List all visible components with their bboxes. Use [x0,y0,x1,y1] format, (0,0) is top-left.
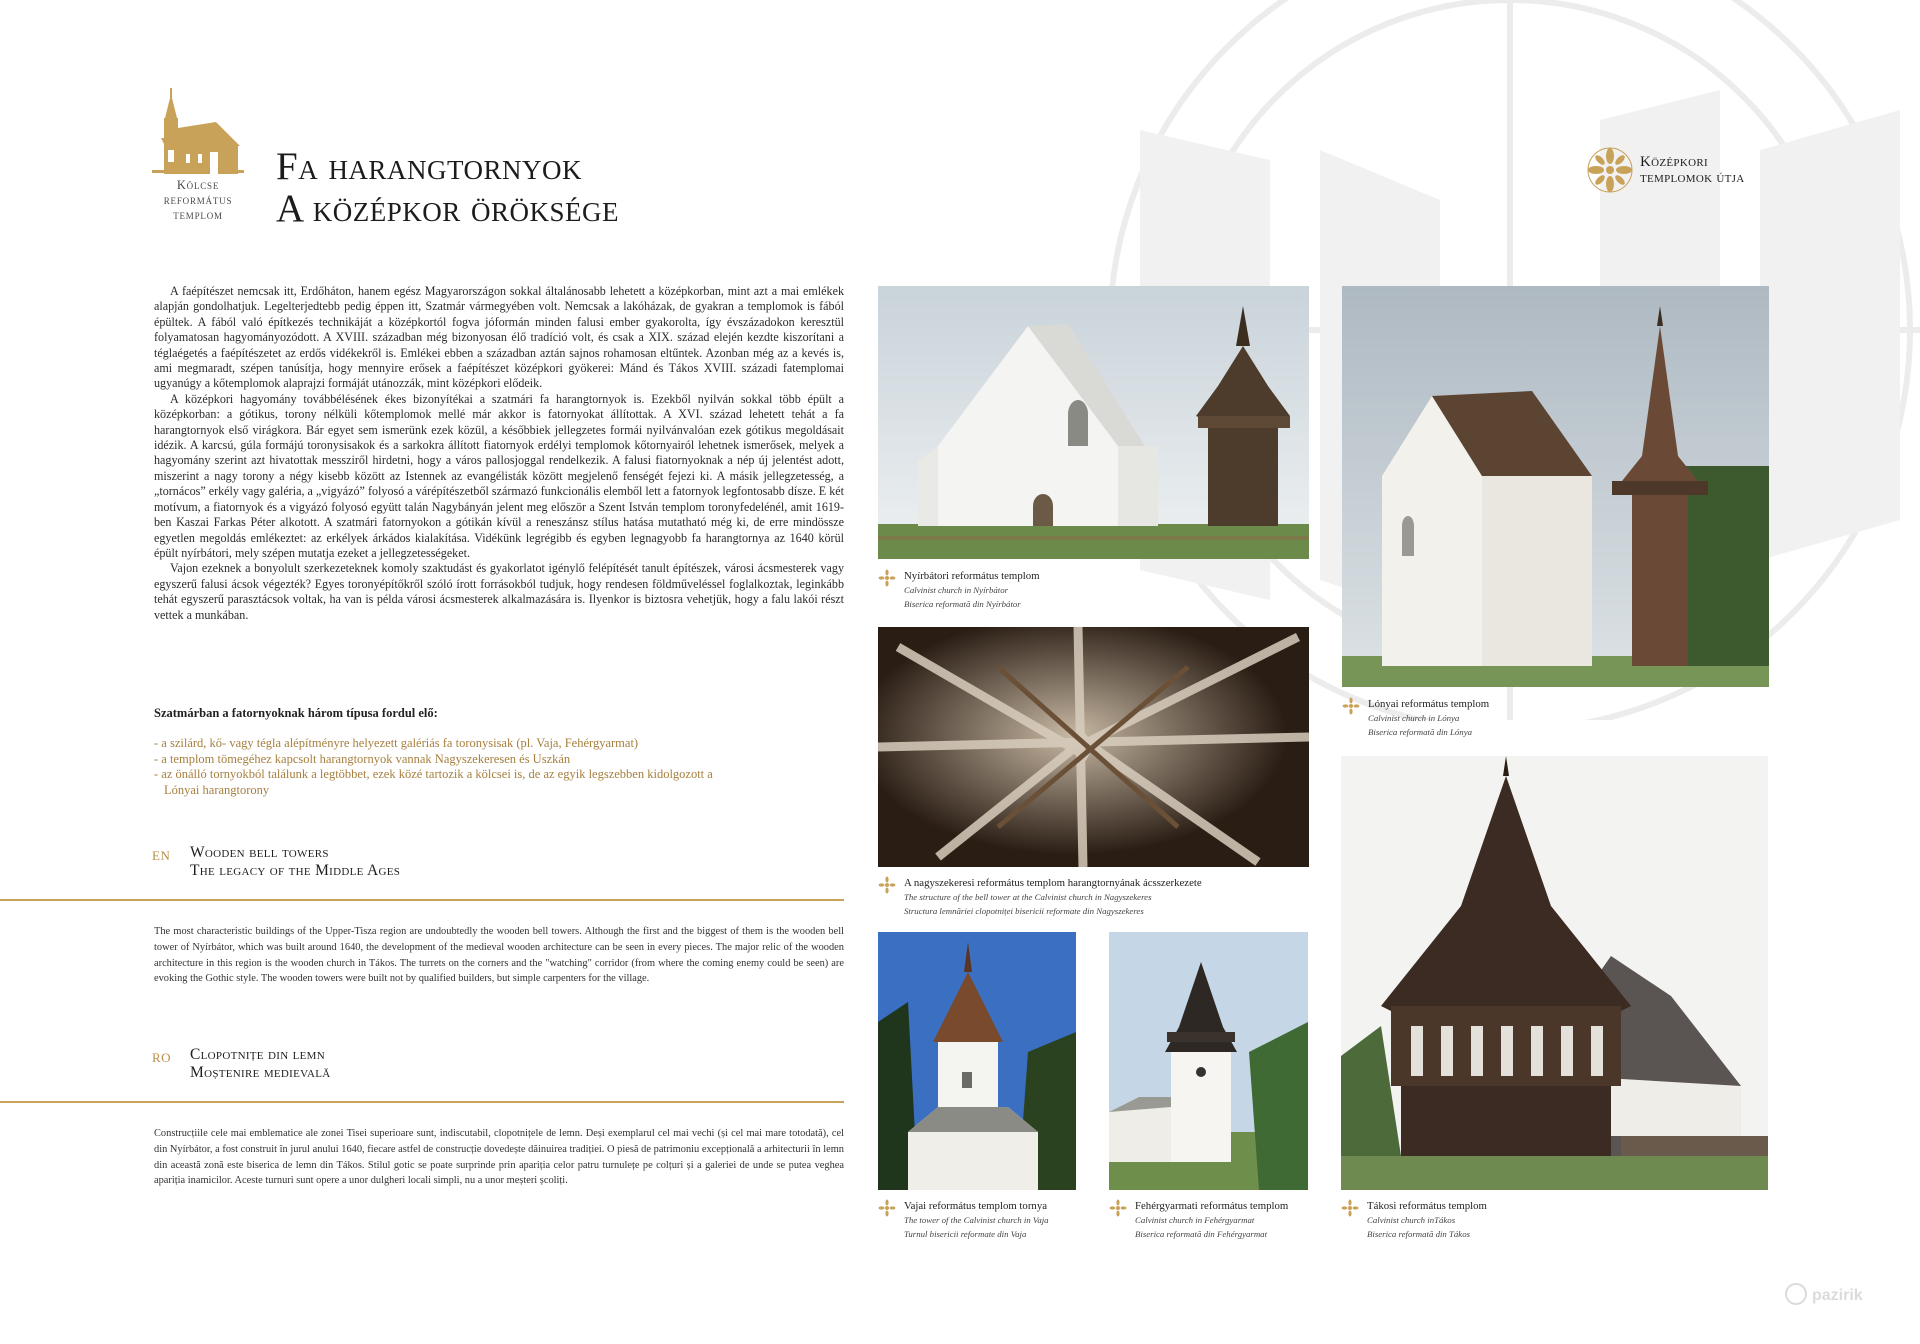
photo-fehergyarmat [1109,932,1308,1190]
ro-title [190,1046,330,1082]
flower-bullet-icon [1342,697,1360,715]
caption-takos-en: Calvinist church inTákos [1367,1215,1456,1225]
brand-line1: Középkori [1640,154,1708,170]
flower-bullet-icon [878,569,896,587]
en-title-line2: The legacy of the Middle Ages [190,862,401,879]
caption-takos-hu: Tákosi református templom [1367,1200,1487,1212]
en-divider [0,899,844,901]
types-item-1: - a szilárd, kő- vagy tégla alépítményre helyezett galériás fa toronysisak (pl. Vaja, Fehérgyarmat) [154,736,639,750]
photo-nyirbator [878,286,1309,559]
kolcse-logo [148,86,248,223]
en-tag: EN [152,848,171,863]
caption-fehergyarmat-hu: Fehérgyarmati református templom [1135,1200,1289,1212]
hungarian-body [154,284,844,623]
hu-paragraph-1: A faépítészet nemcsak itt, Erdőháton, hanem egész Magyarországon sokkal általánosabb lehetett a középkorban, mint azt a mai emlékek alapján gondolhatjuk. Legelterjedtebb pedig éppen itt, Szatmár vármegyében volt. Nemcsak a lakóházak, de gyakran a templomok is fából épültek. A fából való építkezés technikáját a középkortól fogva jóformán minden falusi ember gyakorolta, így évszázadokon keresztül folyamatosan hagyományozódott. A XVIII. században még bizonyosan élő tradíció volt, és csak a XIX. század elején kezdte kiszorítani a téglaégetés a faépítészetet az erdős vidékekről is. Emlékei ebben a században aztán sajnos rohamosan eltűntek. Azonban még az a kevés is, ami megmaradt, szépen tanúsítja, hogy mennyire erősek a faépítészet középkori gyökerei: Mánd és Tákos XVIII. századi fatemplomai ugyanúgy a kőtemplomok alaprajzi formáját utánozzák, mint középkori elődeik. [154,284,844,391]
hu-paragraph-2: A középkori hagyomány továbbélésének ékes bizonyítékai a szatmári fa harangtornyok is. Ezekből nyilván sokkal több épült a középkorban: a gótikus, torony nélküli kőtemplomok mellé már akkor is fatornyokat állítottak. A XVI. század lehetett tehát a fa harangtornyok első virágkora. Bár egyet sem ismerünk ezek közül, a későbbiek jellegzetes formái nyilvánvalóan ezek gótikus megoldásait idézik. A karcsú, gúla formájú toronysisakok és a sarkokra állított fiatornyok erdélyi templomok kőtornyairól lehetnek ismerősek, melyek a hagyomány szerint azt hivatottak messziről hirdetni, hogy a város pallosjoggal rendelkezik. A falusi fiatornyoknak a nép új jelentést adott, miszerint a nagy torony a négy kisebb között az Istennek az evangélisták között megjelenő fenségét fejezi ki. A másik jellegzetesség, a „tornácos” erkély vagy galéria, a „vigyázó” folyosó a várépítészetből származó funkcionális elemből lett a fatornyok legfontosabb dísze. E két motívum, a fiatornyok és a vigyázó folyosó együtt talán Nagybányán jelent meg először a Szent István templom toronyfedelénél, amit 1619-ben Kaszai Farkas Péter alkotott. A szatmári fatornyokon a gótikán kívül a reneszánsz stílus hatása mutatható még ki, de erre mindössze egyetlen megoldás emlékeztet: az erkélyek árkádos kialakítása. Vidékünk legrégibb és egyben legnagyobb fa harangtornya az 1640 körül épült nyírbátori, mely szépen mutatja ezeket a jellegzetességeket. [154,391,844,560]
photo-takos [1341,756,1768,1190]
ro-divider [0,1101,844,1103]
ro-title-line2: Moștenire medievală [190,1064,331,1081]
flower-bullet-icon [1109,1199,1127,1217]
logo-line3: templom [173,208,223,222]
types-item-3: - az önálló tornyokból találunk a legtöbbet, ezek közé tartozik a kölcsei is, de az egyik legszebben kidolgozott a [154,767,713,782]
title-line2: A középkor öröksége [276,187,620,230]
church-logo-icon [148,86,248,176]
watermark-text: pazirik [1812,1287,1863,1304]
caption-fehergyarmat-ro: Biserica reformată din Fehérgyarmat [1135,1229,1268,1239]
caption-nyirbator-hu: Nyírbátori református templom [904,570,1040,582]
caption-lonya-ro: Biserica reformată din Lónya [1368,727,1473,737]
caption-lonya-hu: Lónyai református templom [1368,698,1490,710]
brand-logo [1586,146,1745,194]
caption-nagyszekeres-hu: A nagyszekeresi református templom harangtornyának ácsszerkezete [904,877,1202,889]
caption-vaja-en: The tower of the Calvinist church in Vaja [904,1215,1049,1225]
photo-nagyszekeres [878,627,1309,867]
caption-nyirbator [878,569,1298,611]
caption-fehergyarmat [1109,1199,1329,1241]
caption-nyirbator-en: Calvinist church in Nyírbátor [904,585,1009,595]
brand-line2: templomok útja [1640,170,1745,186]
en-title-line1: Wooden bell towers [190,844,329,861]
logo-line1: Kölcse [176,178,220,192]
pazirik-watermark-logo [1784,1280,1894,1308]
ro-body: Construcțiile cele mai emblematice ale zonei Tisei superioare sunt, indiscutabil, clopotnițele de lemn. Deși exemplarul cel mai vechi (și cel mai mare totodată), cel din Nyírbátor, a fost construit în jurul anului 1640, fiecare astfel de construcție dovedește dăinuirea tradiției. O piesă de patrimoniu excepțională a arhitecturii în lemn din această zonă este biserica de lemn din Tákos. Stilul gotic se poate surprinde prin apariția celor patru turnulețe pe colțuri și a galeriei de unde se putea veghea apariția inamicilor. Aceste turnuri sunt opere a unor dulgheri locali simpli, nu a unor meșteri școliți. [154,1128,844,1187]
caption-lonya-en: Calvinist church in Lónya [1368,713,1460,723]
flower-bullet-icon [878,876,896,894]
photo-vaja [878,932,1076,1190]
title-line1: Fa harangtornyok [276,145,582,188]
types-list [154,736,844,798]
caption-nagyszekeres-en: The structure of the bell tower at the Calvinist church in Nagyszekeres [904,892,1152,902]
en-body: The most characteristic buildings of the Upper-Tisza region are undoubtedly the wooden bell towers. Although the first and the biggest of them is the wooden bell tower of Nyírbátor, which was built around 1640, the development of the medieval wooden architecture can be seen in every pieces. The major relic of the wooden architecture in this region is the wooden church in Tákos. The turrets on the corners and the "watching" corridor (from where the coming enemy could be seen) are evoking the Gothic style. The wooden towers were built not by qualified builders, but simple carpenters for the village. [154,926,844,985]
caption-vaja-hu: Vajai református templom tornya [904,1200,1048,1212]
caption-nagyszekeres [878,876,1318,918]
caption-vaja [878,1199,1088,1241]
caption-takos-ro: Biserica reformată din Tákos [1367,1229,1471,1239]
flower-bullet-icon [878,1199,896,1217]
page-title [276,146,619,230]
logo-line2: református [163,193,233,207]
photo-lonya [1342,286,1769,687]
hu-paragraph-3: Vajon ezeknek a bonyolult szerkezeteknek komoly szaktudást és gyakorlatot igénylő felépítését tanult építészek, városi ácsmesterek vagy egyszerű falusi ácsok végezték? Egyes toronyépítőkről szóló írott forrásokból tudjuk, hogy rendesen földműveléssel foglalkoztak, leginkább tehát egyszerű parasztácsok voltak, ha van is példa városi ácsmesterek alkalmazására is. Ilyenkor is biztosra vehetjük, hogy a falu lakói részt vettek a munkában. [154,561,844,622]
flower-bullet-icon [1341,1199,1359,1217]
ro-tag: RO [152,1050,172,1065]
types-heading: Szatmárban a fatornyoknak három típusa fordul elő: [154,706,438,720]
caption-lonya [1342,697,1762,739]
flower-ornament-icon [1586,146,1634,194]
types-item-2: - a templom tömegéhez kapcsolt harangtornyok vannak Nagyszekeresen és Uszkán [154,751,571,766]
ro-title-line1: Clopotnițe din lemn [190,1046,325,1063]
caption-vaja-ro: Turnul bisericii reformate din Vaja [904,1229,1027,1239]
en-title [190,844,400,880]
types-item-3-cont: Lónyai harangtorony [164,782,270,797]
caption-nagyszekeres-ro: Structura lemnăriei clopotniței bisericii reformate din Nagyszekeres [904,906,1144,916]
caption-takos [1341,1199,1641,1241]
caption-fehergyarmat-en: Calvinist church in Fehérgyarmat [1135,1215,1255,1225]
caption-nyirbator-ro: Biserica reformată din Nyírbátor [904,599,1021,609]
